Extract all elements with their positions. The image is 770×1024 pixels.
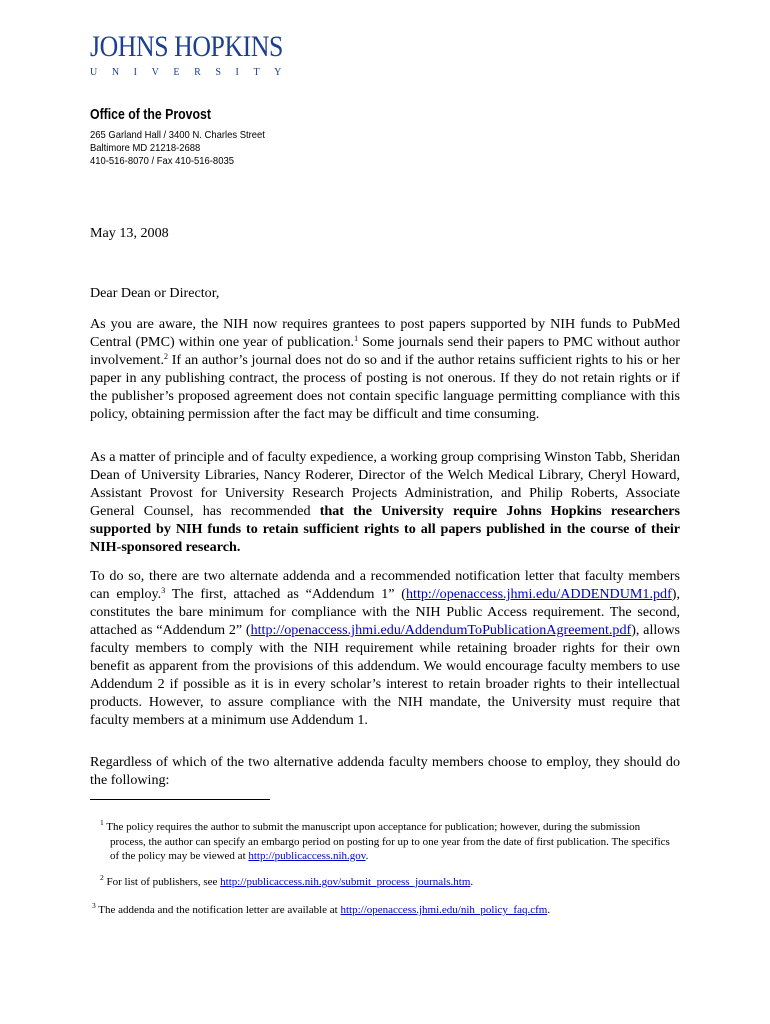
address-line: Baltimore MD 21218-2688 [90,142,201,154]
paragraph-3 [90,567,680,729]
office-title: Office of the Provost [90,106,211,123]
paragraph-text: ), constitutes the bare minimum for compliance with the NIH Public Access requirement. The second, attached as “Addendum 2” ( [90,586,680,638]
university-logo: JOHNS HOPKINS [90,30,283,63]
footnote-text: . [365,850,369,862]
paragraph-text: If an author’s journal does not do so and if the author retains sufficient rights to his or her paper in any publishing contract, the process of posting is not onerous. If they do not retain rights or if the publisher’s proposed agreement does not contain specific language permitting compliance with this policy, obtaining permission after the fact may be difficult and time consuming. [90,352,680,422]
footnote-text: The addenda and the notification letter are available at [95,904,341,916]
paragraph-text: As you are aware, the NIH now requires grantees to post papers supported by NIH funds to PubMed Central (PMC) within one year of publication. [90,316,680,350]
paragraph-text: ), allows faculty members to comply with the NIH requirement while retaining broader rights for their own benefit as apparent from the provisions of this addendum. We would encourage faculty members to use Addendum 2 if possible as it is in every scholar’s interest to retain broader rights to their intellectual products. However, to assure compliance with the NIH mandate, the University must require that faculty members at a minimum use Addendum 1. [90,622,680,728]
footnote-3 [92,903,672,918]
letter-date: May 13, 2008 [90,225,169,241]
paragraph-text: The first, attached as “Addendum 1” ( [165,586,406,602]
footnote-ref[interactable]: 2 [163,352,168,361]
address-line: 265 Garland Hall / 3400 N. Charles Street [90,129,265,141]
paragraph-2 [90,448,680,556]
paragraph-4: Regardless of which of the two alternative addenda faculty members choose to employ, they should do the following: [90,754,680,788]
footnote-2 [100,875,670,890]
footnote-3-link[interactable]: http://openaccess.jhmi.edu/nih_policy_faq.cfm [340,904,548,916]
addendum-2-link[interactable]: http://openaccess.jhmi.edu/AddendumToPublicationAgreement.pdf [250,622,632,638]
footnote-text: . [547,904,551,916]
university-logo-subtitle: UNIVERSITY [90,67,296,78]
footnote-text: The policy requires the author to submit the manuscript upon acceptance for publication; however, during the submission process, the author can specify an embargo period on posting for up to one year from the date of first publication. The specifics of the policy may be viewed at [103,821,670,862]
paragraph-text: To do so, there are two alternate addenda and a recommended notification letter that faculty members can employ. [90,568,680,602]
paragraph-text: As a matter of principle and of faculty expedience, a working group comprising Winston Tabb, Sheridan Dean of University Libraries, Nancy Roderer, Director of the Welch Medical Library, Cheryl Howard, Assistant Provost for University Research Projects Administration, and Philip Roberts, Associate General Counsel, has recommended [90,449,680,519]
paragraph-text: Some journals send their papers to PMC without author involvement. [90,334,681,368]
footnote-text: . [470,876,474,888]
footnote-mark: 3 [92,901,96,910]
footnote-text: For list of publishers, see [103,876,221,888]
footnote-2-link[interactable]: http://publicaccess.nih.gov/submit_process_journals.htm [220,876,471,888]
footnote-mark: 1 [100,818,104,827]
footnote-1-link[interactable]: http://publicaccess.nih.gov [248,850,366,862]
addendum-1-link[interactable]: http://openaccess.jhmi.edu/ADDENDUM1.pdf [406,586,672,602]
footnote-ref[interactable]: 1 [354,334,359,343]
phone-line: 410-516-8070 / Fax 410-516-8035 [90,155,234,167]
paragraph-1 [90,315,680,423]
footnote-divider [90,799,270,800]
recommendation-bold: that the University require Johns Hopkins researchers supported by NIH funds to retain sufficient rights to all papers published in the course of their NIH-sponsored research. [90,503,680,555]
footnote-ref[interactable]: 3 [161,586,166,595]
salutation: Dear Dean or Director, [90,285,220,301]
footnote-1 [100,820,675,864]
footnote-mark: 2 [100,873,104,882]
